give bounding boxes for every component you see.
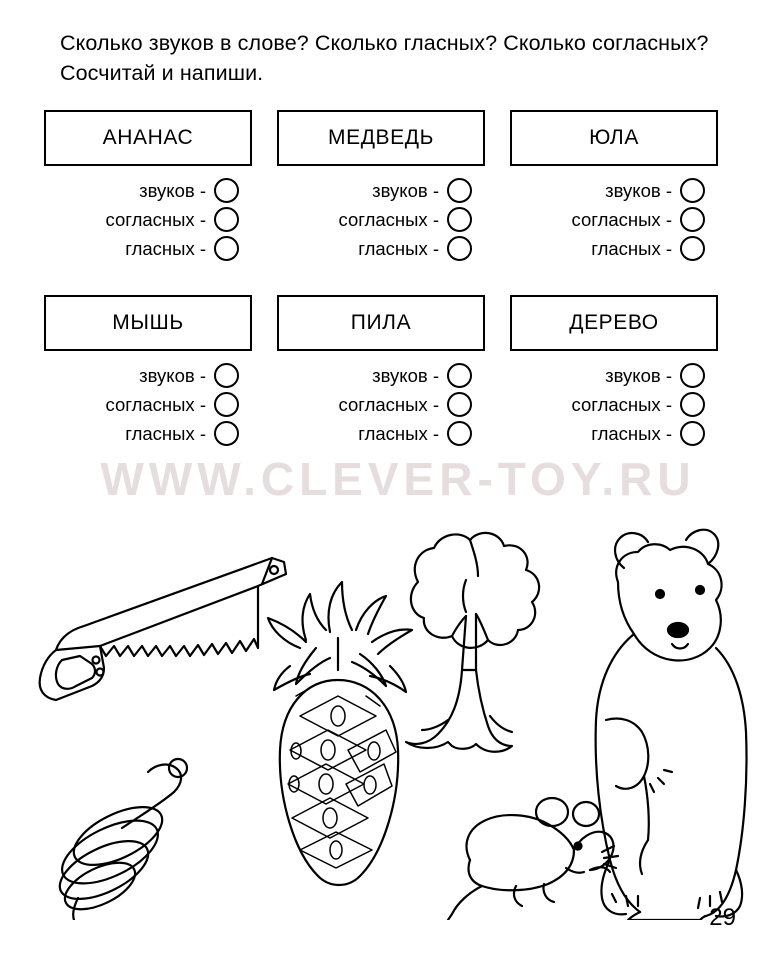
answer-lines-yula: [510, 176, 743, 263]
label-consonants: согласных -: [338, 208, 439, 230]
answer-circle-consonants[interactable]: [680, 207, 705, 232]
line-consonants: [321, 205, 510, 234]
label-vowels: гласных -: [591, 422, 672, 444]
answer-circle-vowels[interactable]: [680, 421, 705, 446]
answer-circle-sounds[interactable]: [214, 178, 239, 203]
line-consonants: [88, 390, 277, 419]
instructions-text: Сколько звуков в слове? Сколько гласных? Сколько согласных? Сосчитай и напиши.: [60, 31, 709, 85]
word-label-mysh: МЫШЬ: [112, 311, 184, 334]
line-vowels: [321, 419, 510, 448]
line-consonants: [554, 390, 743, 419]
illustrations-area: [0, 520, 784, 920]
spinning-top-illustration: [51, 759, 187, 920]
answer-circle-consonants[interactable]: [680, 392, 705, 417]
line-vowels: [88, 234, 277, 263]
page-number: 29: [709, 904, 736, 931]
exercise-cell-yula: [510, 110, 743, 263]
answer-lines-ananas: [44, 176, 277, 263]
label-vowels: гласных -: [358, 422, 439, 444]
mouse-illustration: [448, 798, 618, 920]
line-consonants: [88, 205, 277, 234]
answer-circle-vowels[interactable]: [680, 236, 705, 261]
label-vowels: гласных -: [591, 237, 672, 259]
answer-lines-medved: [277, 176, 510, 263]
saw-illustration: [40, 558, 286, 700]
answer-circle-vowels[interactable]: [447, 421, 472, 446]
answer-circle-sounds[interactable]: [680, 363, 705, 388]
answer-circle-consonants[interactable]: [214, 392, 239, 417]
word-box-medved: [277, 110, 485, 166]
label-sounds: звуков -: [139, 179, 206, 201]
line-sounds: [88, 176, 277, 205]
label-vowels: гласных -: [125, 237, 206, 259]
line-vowels: [321, 234, 510, 263]
line-consonants: [554, 205, 743, 234]
answer-circle-vowels[interactable]: [447, 236, 472, 261]
word-label-derevo: ДЕРЕВО: [569, 311, 659, 334]
line-sounds: [88, 361, 277, 390]
watermark-text: WWW.CLEVER-TOY.RU: [100, 453, 696, 505]
line-sounds: [554, 176, 743, 205]
line-sounds: [554, 361, 743, 390]
answer-circle-vowels[interactable]: [214, 421, 239, 446]
exercise-cell-ananas: [44, 110, 277, 263]
line-consonants: [321, 390, 510, 419]
word-box-ananas: [44, 110, 252, 166]
exercise-row-1: [44, 110, 744, 263]
line-sounds: [321, 361, 510, 390]
answer-circle-consonants[interactable]: [447, 207, 472, 232]
label-sounds: звуков -: [605, 179, 672, 201]
word-box-yula: [510, 110, 718, 166]
exercise-cell-pila: [277, 295, 510, 448]
exercise-cell-mysh: [44, 295, 277, 448]
line-sounds: [321, 176, 510, 205]
answer-circle-sounds[interactable]: [447, 363, 472, 388]
label-consonants: согласных -: [338, 393, 439, 415]
answer-circle-consonants[interactable]: [447, 392, 472, 417]
answer-circle-vowels[interactable]: [214, 236, 239, 261]
tree-illustration: [406, 533, 539, 752]
word-label-yula: ЮЛА: [589, 126, 639, 149]
label-consonants: согласных -: [105, 208, 206, 230]
word-label-medved: МЕДВЕДЬ: [328, 126, 434, 149]
answer-circle-sounds[interactable]: [680, 178, 705, 203]
label-sounds: звуков -: [372, 364, 439, 386]
word-label-pila: ПИЛА: [350, 311, 412, 334]
exercise-cell-derevo: [510, 295, 743, 448]
label-consonants: согласных -: [105, 393, 206, 415]
label-vowels: гласных -: [358, 237, 439, 259]
answer-circle-consonants[interactable]: [214, 207, 239, 232]
line-vowels: [88, 419, 277, 448]
exercise-grid: [44, 110, 744, 448]
label-sounds: звуков -: [139, 364, 206, 386]
answer-lines-derevo: [510, 361, 743, 448]
label-vowels: гласных -: [125, 422, 206, 444]
label-sounds: звуков -: [605, 364, 672, 386]
answer-lines-mysh: [44, 361, 277, 448]
answer-circle-sounds[interactable]: [214, 363, 239, 388]
line-vowels: [554, 419, 743, 448]
word-label-ananas: АНАНАС: [102, 126, 194, 149]
word-box-pila: [277, 295, 485, 351]
line-vowels: [554, 234, 743, 263]
label-consonants: согласных -: [571, 208, 672, 230]
word-box-derevo: [510, 295, 718, 351]
bear-illustration: [596, 530, 747, 920]
answer-lines-pila: [277, 361, 510, 448]
answer-circle-sounds[interactable]: [447, 178, 472, 203]
pineapple-illustration: [268, 582, 412, 885]
label-sounds: звуков -: [372, 179, 439, 201]
label-consonants: согласных -: [571, 393, 672, 415]
word-box-mysh: [44, 295, 252, 351]
exercise-row-2: [44, 295, 744, 448]
exercise-cell-medved: [277, 110, 510, 263]
